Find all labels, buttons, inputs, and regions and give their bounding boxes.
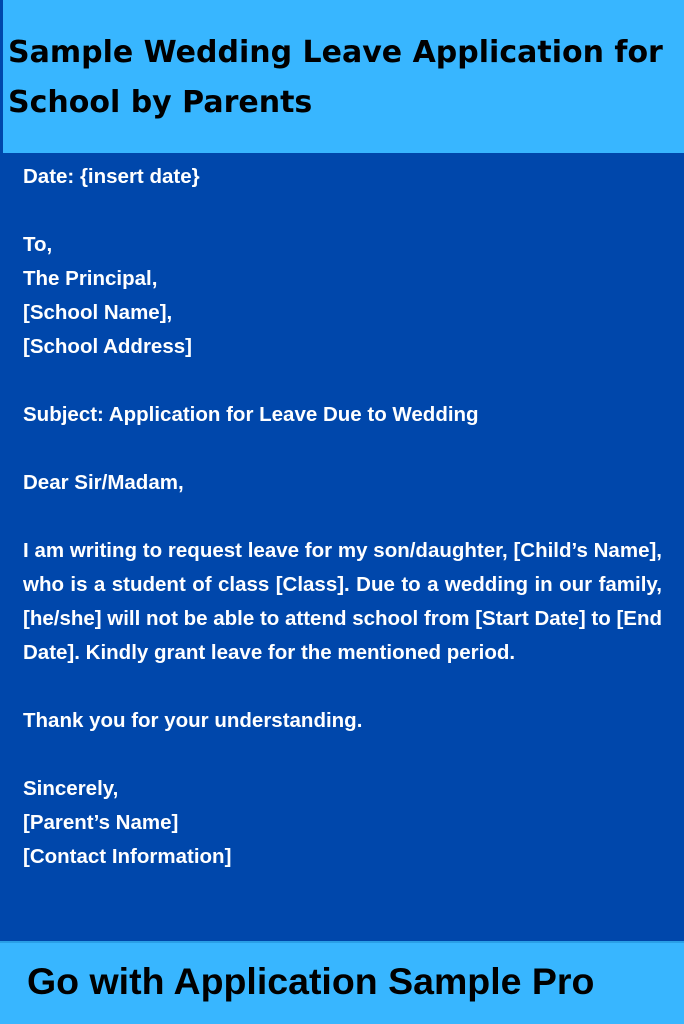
school-name-line: [School Name], (23, 301, 173, 324)
footer-banner (0, 941, 684, 1024)
header-accent-bar (0, 0, 3, 153)
page-title: Sample Wedding Leave Application for School by Parents (8, 35, 663, 120)
spacer (23, 670, 662, 704)
salutation-line: Dear Sir/Madam, (23, 471, 184, 494)
to-label: To, (23, 233, 53, 256)
spacer (23, 738, 662, 772)
footer-brand-text: Go with Application Sample Pro (27, 960, 595, 1002)
header-banner (0, 0, 684, 153)
spacer (23, 364, 662, 398)
closing-line: Sincerely, (23, 777, 119, 800)
date-line: Date: {insert date} (23, 165, 200, 188)
footer-accent-line (0, 941, 684, 943)
subject-line: Subject: Application for Leave Due to Wedding (23, 403, 479, 426)
body-paragraph: I am writing to request leave for my son/daughter, [Child’s Name], who is a student of class [Class]. Due to a wedding in our family, [he/she] will not be able to attend school from [Start Date] to [End Date]. Kindly grant leave for the mentioned period. (23, 539, 662, 664)
signature-name: [Parent’s Name] (23, 811, 179, 834)
spacer (23, 500, 662, 534)
signature-contact: [Contact Information] (23, 845, 232, 868)
school-address-line: [School Address] (23, 335, 192, 358)
thanks-line: Thank you for your understanding. (23, 709, 363, 732)
spacer (23, 194, 662, 228)
recipient-line: The Principal, (23, 267, 158, 290)
letter-body (23, 160, 662, 874)
spacer (23, 432, 662, 466)
